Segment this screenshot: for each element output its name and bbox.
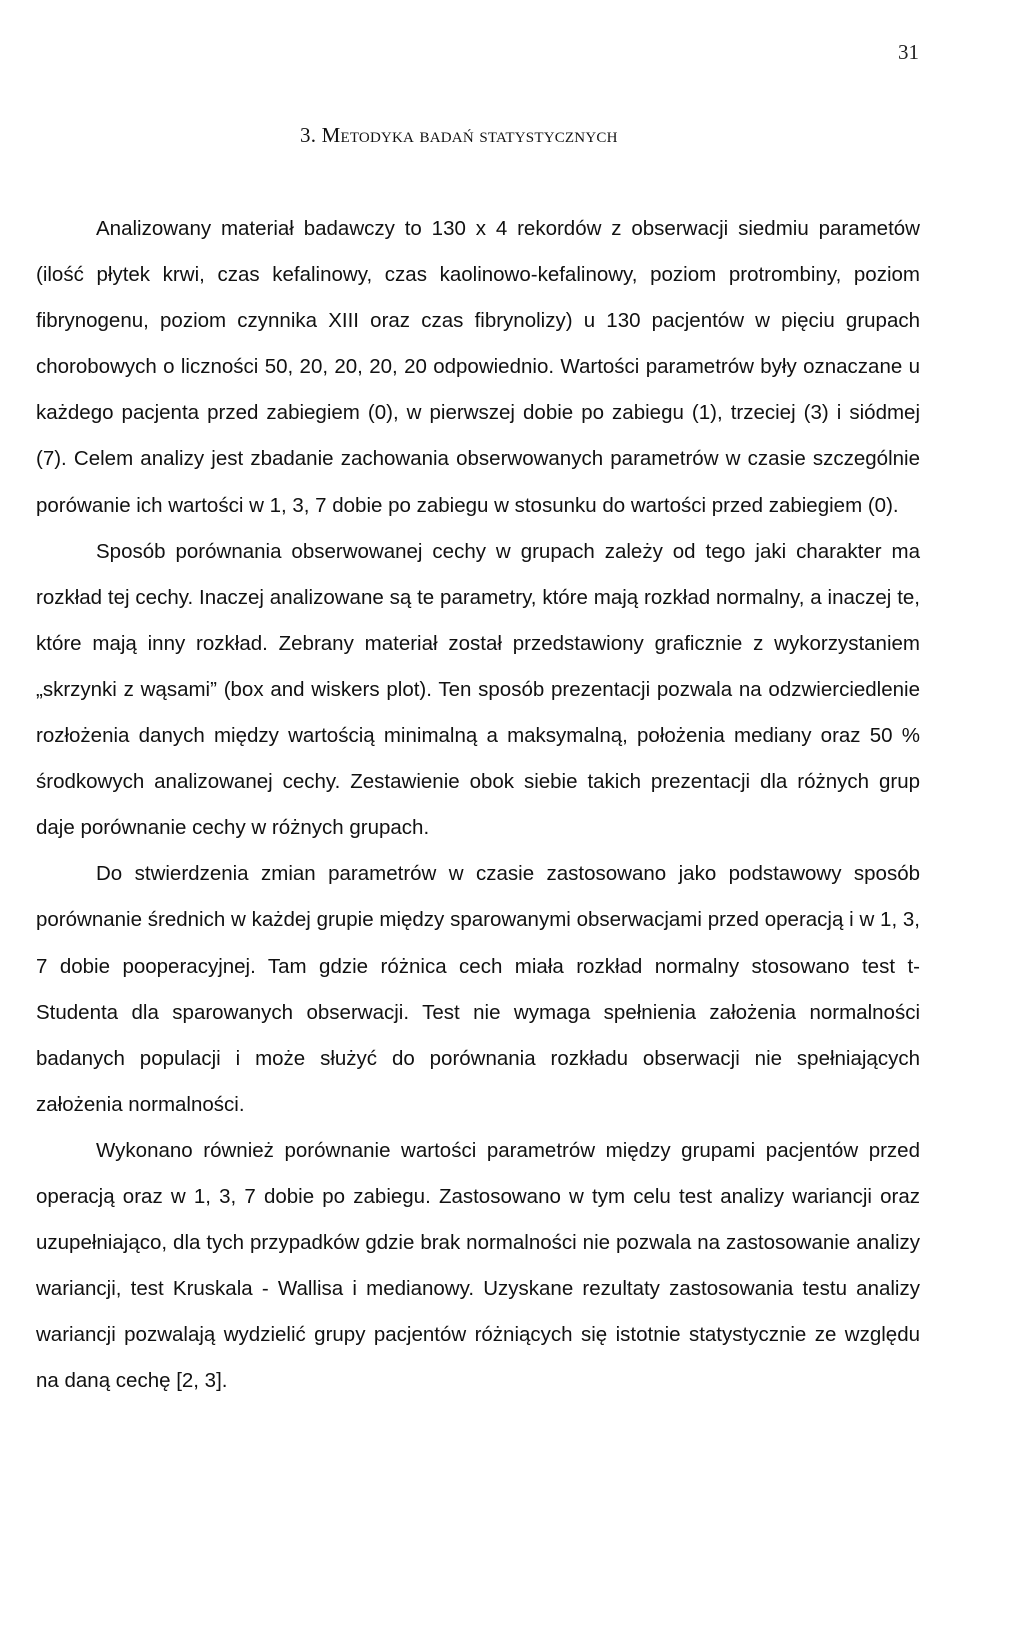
chapter-title: 3. Metodyka badań statystycznych: [300, 123, 618, 147]
page-number: 31: [898, 40, 919, 64]
paragraph-3: Do stwierdzenia zmian parametrów w czasie zastosowano jako podstawowy sposób porównanie średnich w każdej grupie między sparowanymi obserwacjami przed operacją i w 1, 3, 7 dobie pooperacyjnej. Tam gdzie różnica cech miała rozkład normalny stosowano test t-Studenta dla sparowanych obserwacji. Test nie wymaga spełnienia założenia normalności badanych populacji i może służyć do porównania rozkładu obserwacji nie spełniających założenia normalności.: [36, 862, 920, 1116]
paragraph-2: Sposób porównania obserwowanej cechy w grupach zależy od tego jaki charakter ma rozkład tej cechy. Inaczej analizowane są te parametry, które mają rozkład normalny, a inaczej te, które mają inny rozkład. Zebrany materiał został przedstawiony graficznie z wykorzystaniem „skrzynki z wąsami” (box and wiskers plot). Ten sposób prezentacji pozwala na odzwierciedlenie rozłożenia danych między wartością minimalną a maksymalną, położenia mediany oraz 50 % środkowych analizowanej cechy. Zestawienie obok siebie takich prezentacji dla różnych grup daje porównanie cechy w różnych grupach.: [36, 539, 920, 840]
paragraph-1: Analizowany materiał badawczy to 130 x 4 rekordów z obserwacji siedmiu parametów (ilość płytek krwi, czas kefalinowy, czas kaolinowo-kefalinowy, poziom protrombiny, poziom fibrynogenu, poziom czynnika XIII oraz czas fibrynolizy) u 130 pacjentów w pięciu grupach chorobowych o liczności 50, 20, 20, 20, 20 odpowiednio. Wartości parametrów były oznaczane u każdego pacjenta przed zabiegiem (0), w pierwszej dobie po zabiegu (1), trzeciej (3) i siódmej (7). Celem analizy jest zbadanie zachowania obserwowanych parametrów w czasie szczególnie porówanie ich wartości w 1, 3, 7 dobie po zabiegu w stosunku do wartości przed zabiegiem (0).: [36, 217, 920, 517]
paragraph-4: Wykonano również porównanie wartości parametrów między grupami pacjentów przed operacją oraz w 1, 3, 7 dobie po zabiegu. Zastosowano w tym celu test analizy wariancji oraz uzupełniająco, dla tych przypadków gdzie brak normalności nie pozwala na zastosowanie analizy wariancji, test Kruskala - Wallisa i medianowy. Uzyskane rezultaty zastosowania testu analizy wariancji pozwalają wydzielić grupy pacjentów różniących się istotnie statystycznie ze względu na daną cechę [2, 3].: [36, 1138, 920, 1393]
body-text: [36, 206, 920, 1404]
